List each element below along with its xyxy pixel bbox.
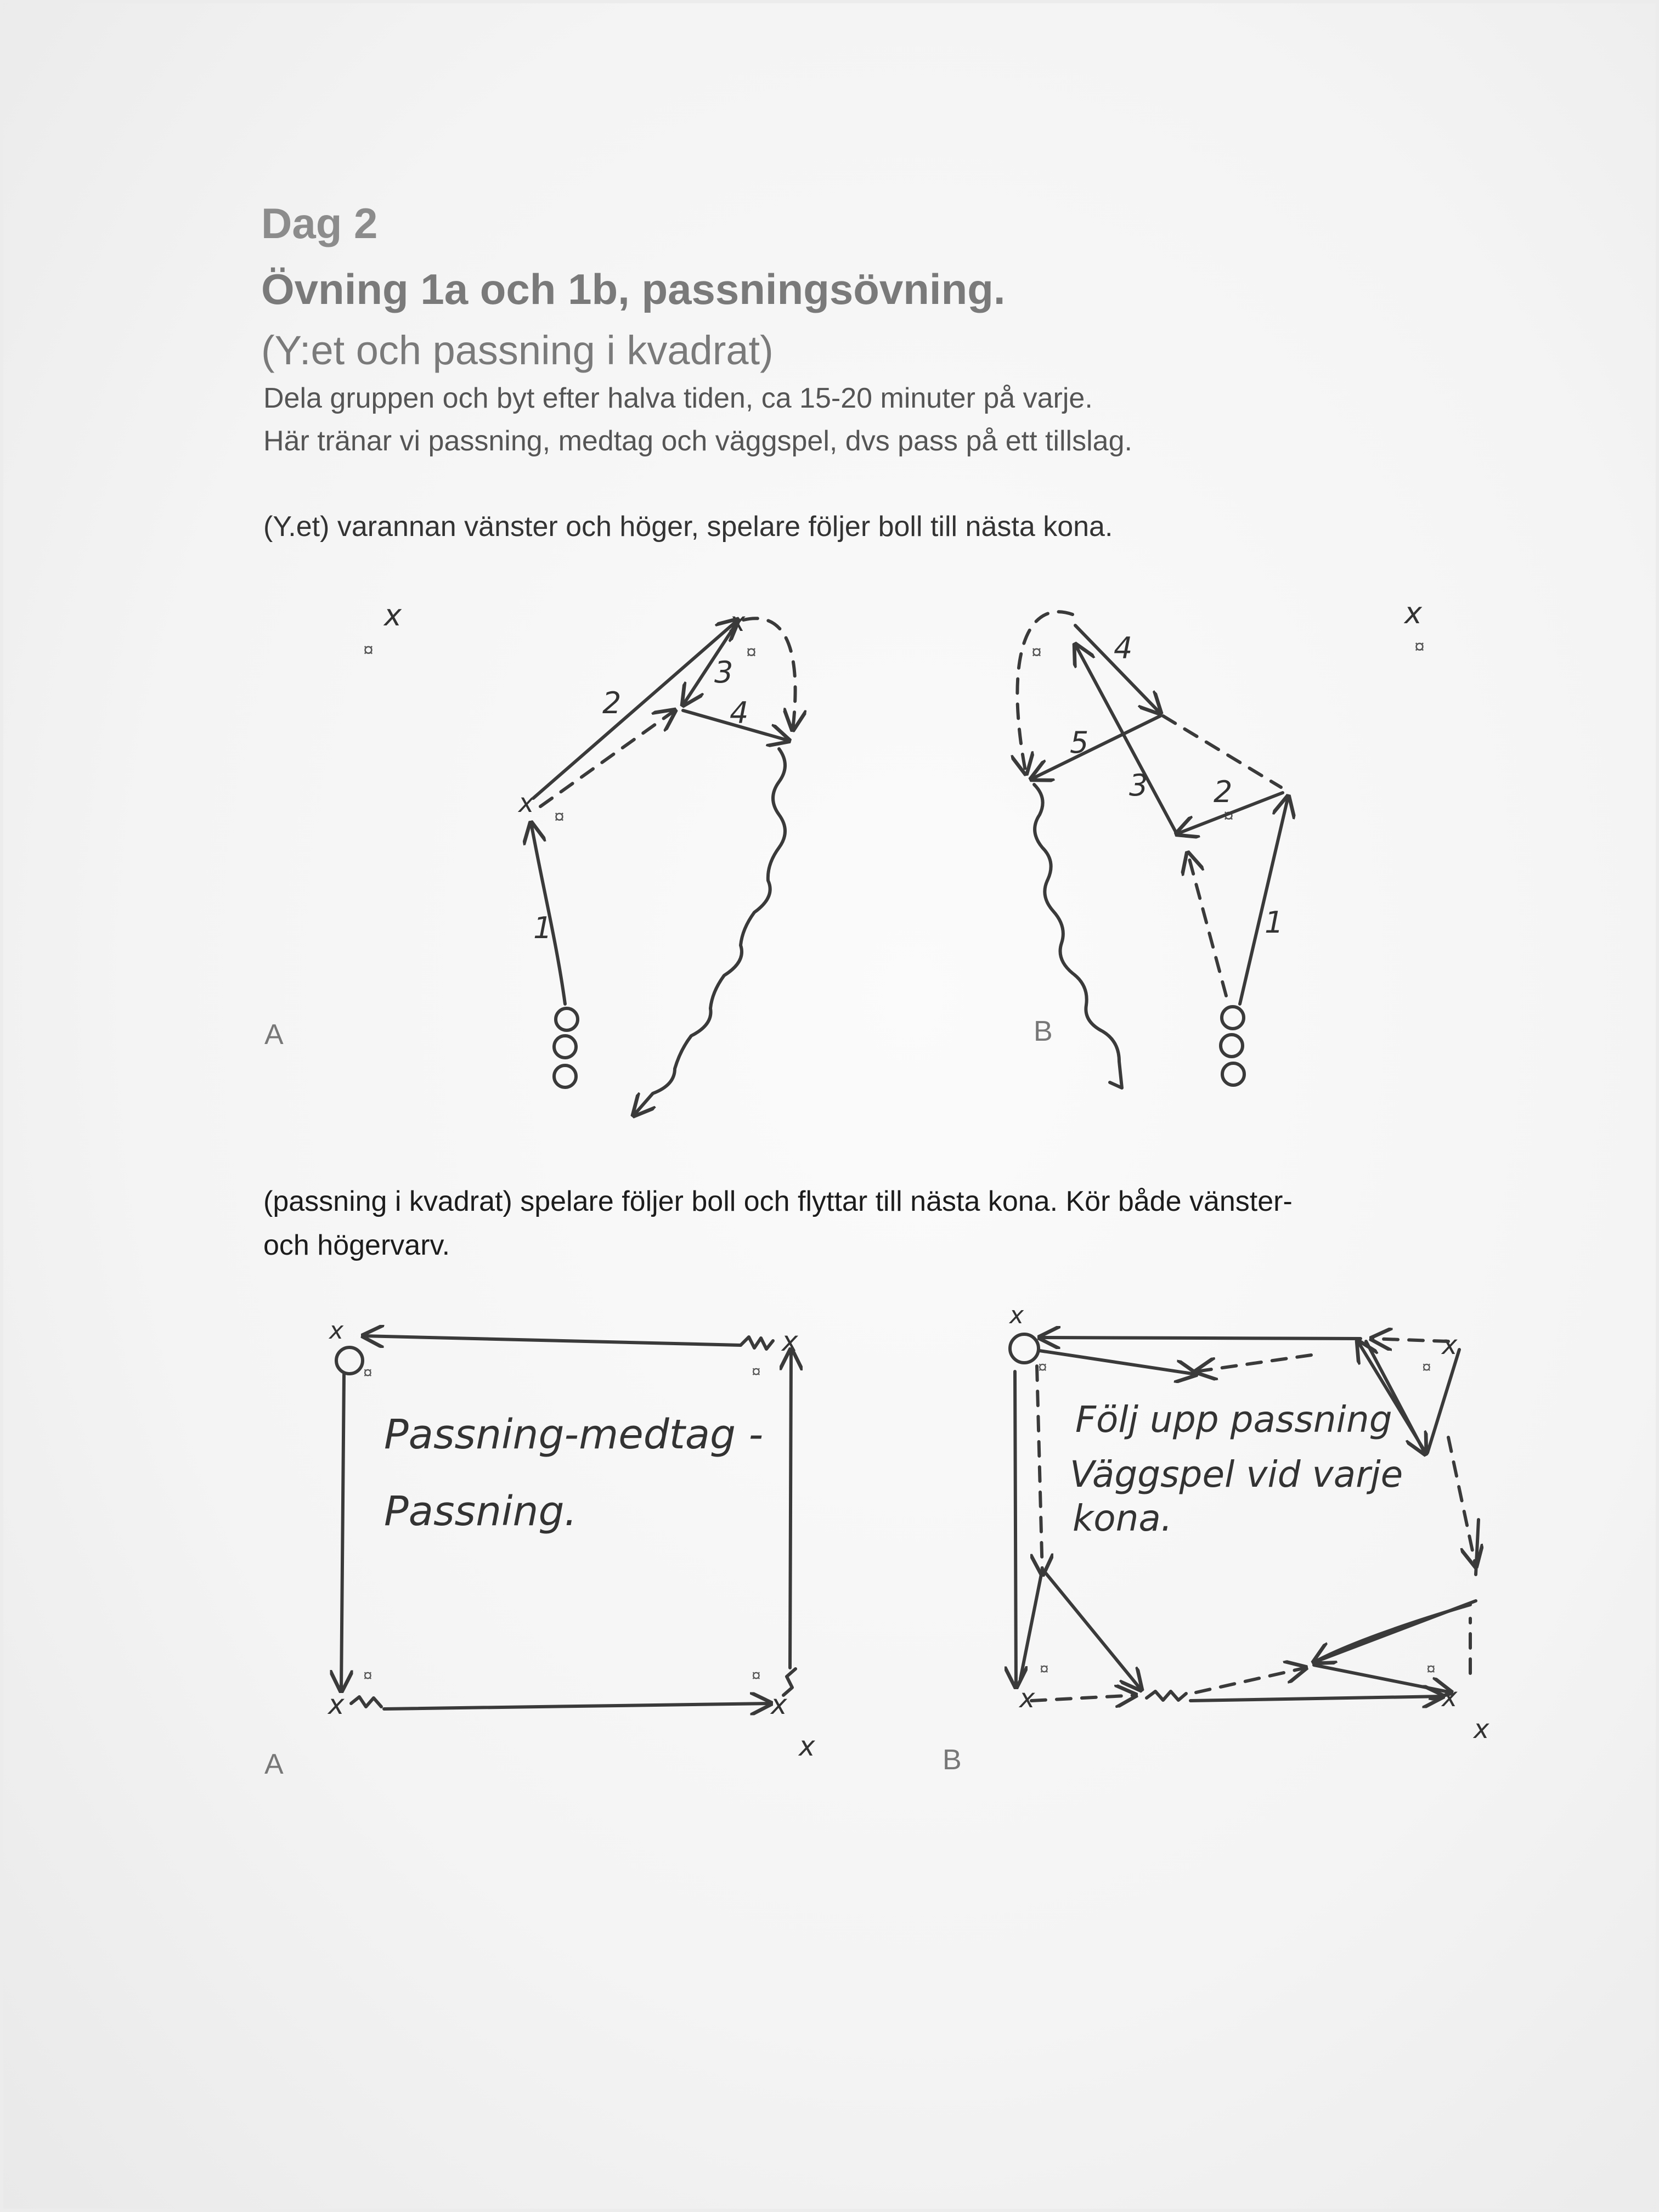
player-marker: x <box>799 1730 815 1762</box>
diagram-label-b-bottom: B <box>943 1744 962 1776</box>
diagram-label-a-bottom: A <box>264 1748 284 1780</box>
player-queue-icon <box>1222 1063 1244 1085</box>
y-drill-diagram-b <box>1017 596 1425 1088</box>
player-with-ball-icon <box>1010 1334 1039 1363</box>
cone-marker: ¤ <box>1414 636 1425 657</box>
cone-marker: ¤ <box>1040 1660 1049 1678</box>
cone-marker: ¤ <box>1038 1358 1047 1376</box>
handwritten-note-line-1: Passning-medtag - <box>384 1411 764 1458</box>
pass-arrow-1 <box>1240 797 1288 1004</box>
pass-arrow <box>341 1374 344 1691</box>
handwritten-note-line-1: Följ upp passning <box>1075 1398 1392 1441</box>
player-marker: x <box>518 788 534 819</box>
square-drill-diagram-a <box>327 1317 815 1762</box>
player-marker: x <box>1442 1330 1458 1361</box>
intro-line-2: Här tränar vi passning, medtag och väggspel, dvs pass på ett tillslag. <box>263 425 1132 457</box>
run-arrow <box>1017 612 1073 774</box>
pass-number: 2 <box>602 686 622 720</box>
player-queue-icon <box>556 1008 578 1030</box>
run-arrow <box>1188 853 1226 996</box>
player-marker: x <box>1404 596 1422 630</box>
pass-path <box>1314 1601 1476 1662</box>
pass-path <box>1020 1569 1042 1679</box>
player-queue-icon <box>554 1065 576 1087</box>
cone-marker: ¤ <box>554 806 565 827</box>
run-arrow <box>1448 1437 1476 1566</box>
handwritten-note-line-2: Väggspel vid varje <box>1070 1453 1403 1496</box>
player-marker: x <box>1442 1682 1458 1713</box>
ball-control-mark <box>741 1337 773 1349</box>
ball-control-mark <box>1147 1691 1186 1700</box>
player-marker: x <box>1009 1301 1024 1329</box>
player-marker: x <box>1474 1714 1489 1745</box>
pass-arrow <box>1042 1569 1141 1690</box>
player-queue-icon <box>1222 1007 1244 1029</box>
run-arrow <box>1196 1668 1306 1692</box>
cone-marker: ¤ <box>1031 642 1042 663</box>
pass-arrow <box>790 1350 791 1668</box>
player-with-ball-icon <box>336 1347 363 1374</box>
square-drill-description-line-2: och högervarv. <box>263 1229 450 1261</box>
pass-number: 3 <box>1129 768 1148 803</box>
player-marker: x <box>730 607 746 637</box>
y-drill-description: (Y.et) varannan vänster och höger, spelare följer boll till nästa kona. <box>263 511 1113 543</box>
square-drill-diagram-b <box>1008 1301 1489 1745</box>
handwritten-note-line-3: kona. <box>1073 1497 1172 1539</box>
cone-marker: ¤ <box>1426 1660 1436 1678</box>
cone-marker: ¤ <box>363 1667 373 1685</box>
intro-line-1: Dela gruppen och byt efter halva tiden, ca 15-20 minuter på varje. <box>263 382 1093 414</box>
pass-arrow-3 <box>1075 645 1177 834</box>
pass-arrow <box>1040 1338 1361 1339</box>
dribble-path <box>634 749 785 1115</box>
pass-number: 3 <box>714 655 733 690</box>
run-arrow <box>1037 1366 1042 1575</box>
pass-path <box>1427 1350 1459 1453</box>
pass-number: 1 <box>1265 905 1284 940</box>
player-marker: x <box>771 1689 787 1720</box>
run-arrow <box>1196 1355 1311 1372</box>
pass-number: 4 <box>730 696 749 730</box>
cone-marker: ¤ <box>746 642 757 663</box>
y-drill-diagram-a <box>363 598 795 1115</box>
cone-marker: ¤ <box>1422 1358 1431 1376</box>
run-arrow <box>540 710 675 806</box>
exercise-title: Övning 1a och 1b, passningsövning. <box>261 265 1006 313</box>
exercise-subtitle: (Y:et och passning i kvadrat) <box>261 328 774 373</box>
pass-number: 1 <box>533 911 552 945</box>
pass-arrow <box>363 1336 741 1345</box>
day-heading: Dag 2 <box>261 199 378 247</box>
pass-path <box>1476 1520 1479 1575</box>
player-marker: x <box>782 1325 798 1357</box>
player-marker: x <box>328 1689 345 1720</box>
player-marker: x <box>384 598 402 633</box>
player-marker: x <box>1019 1683 1035 1714</box>
cone-marker: ¤ <box>363 1364 373 1382</box>
pass-arrow <box>1190 1696 1443 1701</box>
pass-arrow <box>384 1703 771 1709</box>
diagram-label-b-top: B <box>1034 1015 1053 1047</box>
run-arrow <box>1031 1695 1136 1701</box>
cone-marker: ¤ <box>752 1667 761 1685</box>
player-queue-icon <box>1221 1035 1243 1057</box>
pass-number: 2 <box>1214 775 1233 809</box>
cone-marker: ¤ <box>363 640 374 661</box>
pass-arrow-2 <box>533 620 738 798</box>
cone-marker: ¤ <box>752 1363 761 1381</box>
pass-arrow <box>1040 1351 1196 1374</box>
handwritten-note-line-2: Passning. <box>384 1488 577 1535</box>
pass-arrow <box>1015 1372 1016 1687</box>
cone-marker: ¤ <box>1223 805 1234 826</box>
pass-number: 5 <box>1070 725 1089 760</box>
diagram-label-a-top: A <box>264 1019 284 1051</box>
ball-control-mark <box>351 1697 381 1707</box>
dribble-path <box>1034 785 1122 1088</box>
run-arrow <box>1372 1339 1448 1341</box>
square-drill-description-line-1: (passning i kvadrat) spelare följer boll och flyttar till nästa kona. Kör både vänster- <box>263 1186 1293 1217</box>
run-arrow <box>743 618 795 730</box>
pass-number: 4 <box>1114 631 1133 665</box>
player-queue-icon <box>554 1036 576 1058</box>
player-marker: x <box>329 1317 344 1345</box>
